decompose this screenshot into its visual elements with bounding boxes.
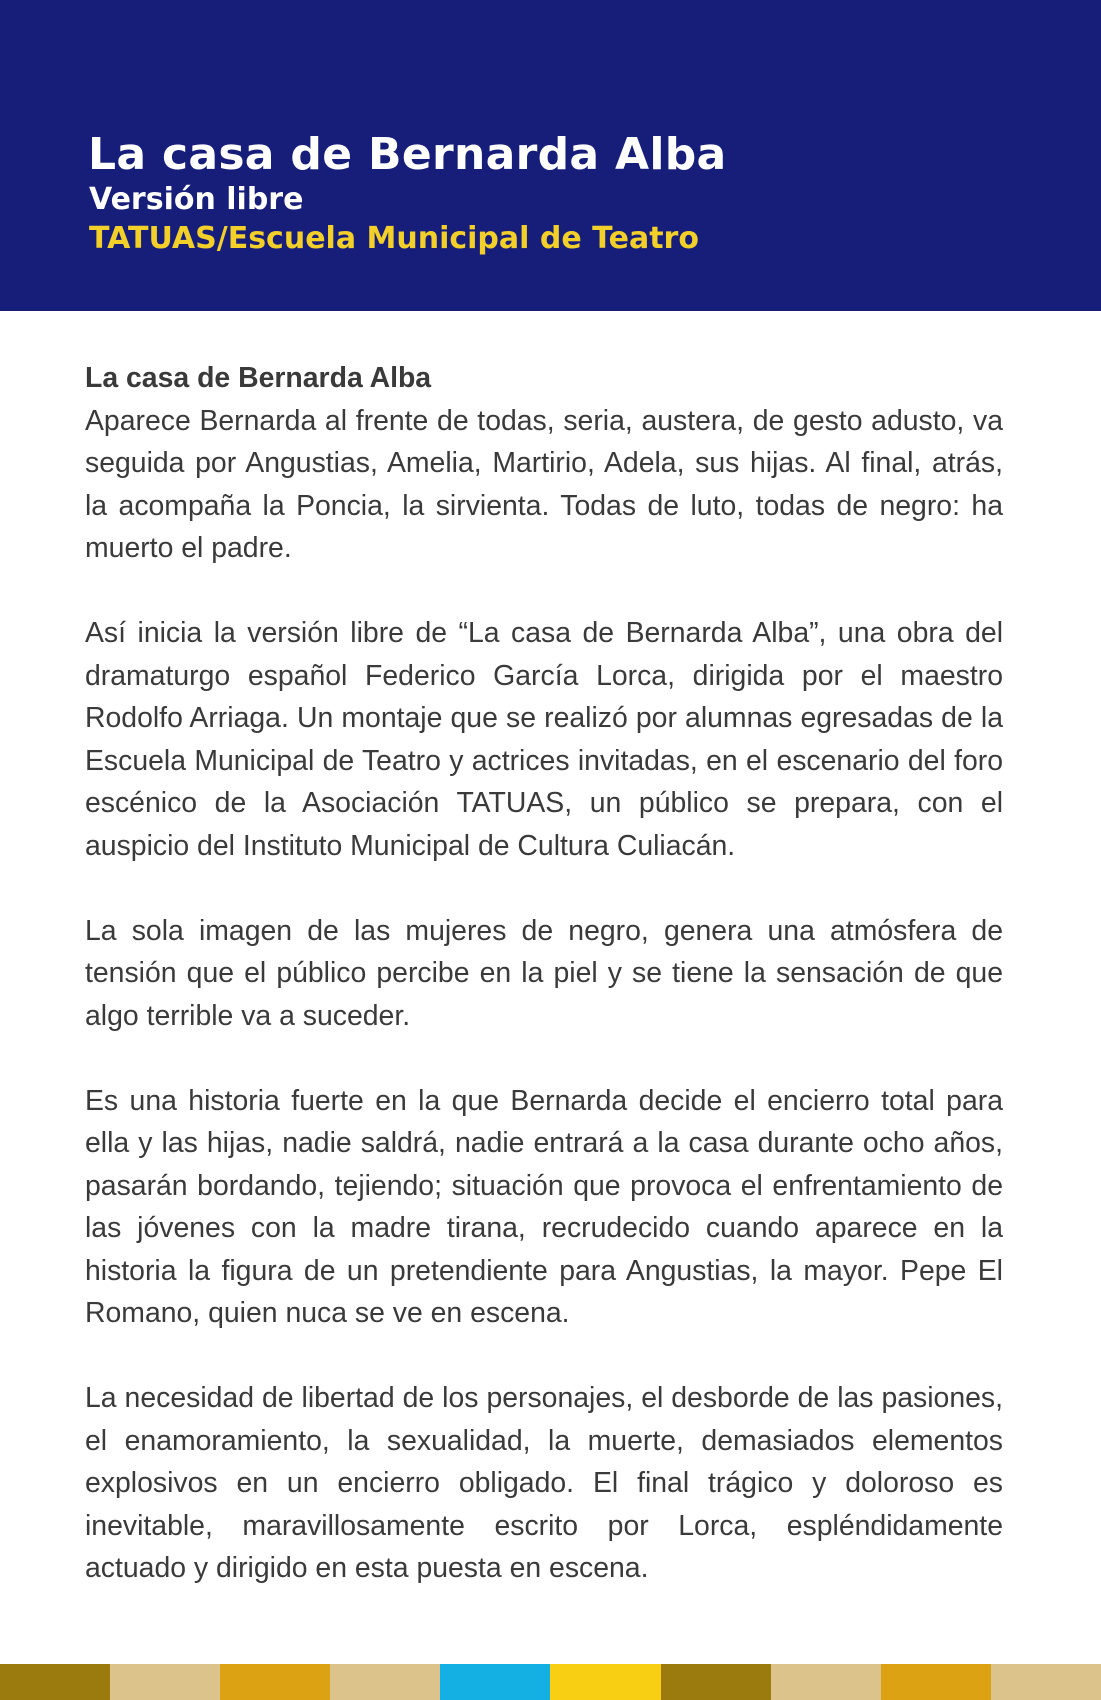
article-paragraph-4: Es una historia fuerte en la que Bernarda decide el encierro total para ella y las hijas, nadie saldrá, nadie entrará a la casa durante ocho años, pasarán bordando, tejiendo; situación que provoca el enfrentamiento de las jóvenes con la madre tirana, recrudecido cuando aparece en la historia la figura de un pretendiente para Angustias, la mayor. Pepe El Romano, quien nuca se ve en escena.: [85, 1084, 1003, 1329]
page-title: La casa de Bernarda Alba: [88, 129, 727, 180]
stripe-segment: [0, 1664, 110, 1700]
stripe-segment: [991, 1664, 1101, 1700]
page-header: [0, 0, 1101, 311]
stripe-segment: [440, 1664, 550, 1700]
stripe-segment: [550, 1664, 660, 1700]
article-paragraph-1: Aparece Bernarda al frente de todas, seria, austera, de gesto adusto, va seguida por Angustias, Amelia, Martirio, Adela, sus hijas. Al final, atrás, la acompaña la Poncia, la sirvienta. Todas de luto, todas de negro: ha muerto el padre.: [85, 404, 1003, 564]
stripe-segment: [771, 1664, 881, 1700]
stripe-segment: [220, 1664, 330, 1700]
article-paragraph-2: Así inicia la versión libre de “La casa de Bernarda Alba”, una obra del dramaturgo español Federico García Lorca, dirigida por el maestro Rodolfo Arriaga. Un montaje que se realizó por alumnas egresadas de la Escuela Municipal de Teatro y actrices invitadas, en el escenario del foro escénico de la Asociación TATUAS, un público se prepara, con el auspicio del Instituto Municipal de Cultura Culiacán.: [85, 617, 1003, 862]
article-heading: La casa de Bernarda Alba: [85, 362, 432, 394]
footer-color-stripe: [0, 1664, 1101, 1700]
stripe-segment: [881, 1664, 991, 1700]
article-body: [85, 357, 1003, 1632]
stripe-segment: [330, 1664, 440, 1700]
article-paragraph-3: La sola imagen de las mujeres de negro, genera una atmósfera de tensión que el público percibe en la piel y se tiene la sensación de que algo terrible va a suceder.: [85, 914, 1003, 1032]
stripe-segment: [110, 1664, 220, 1700]
page-subtitle: Versión libre: [89, 182, 304, 217]
stripe-segment: [661, 1664, 771, 1700]
article-paragraph-5: La necesidad de libertad de los personajes, el desborde de las pasiones, el enamoramiento, la sexualidad, la muerte, demasiados elementos explosivos en un encierro obligado. El final trágico y doloroso es inevitable, maravillosamente escrito por Lorca, espléndidamente actuado y dirigido en esta puesta en escena.: [85, 1382, 1003, 1584]
organization-name: TATUAS/Escuela Municipal de Teatro: [89, 221, 699, 256]
